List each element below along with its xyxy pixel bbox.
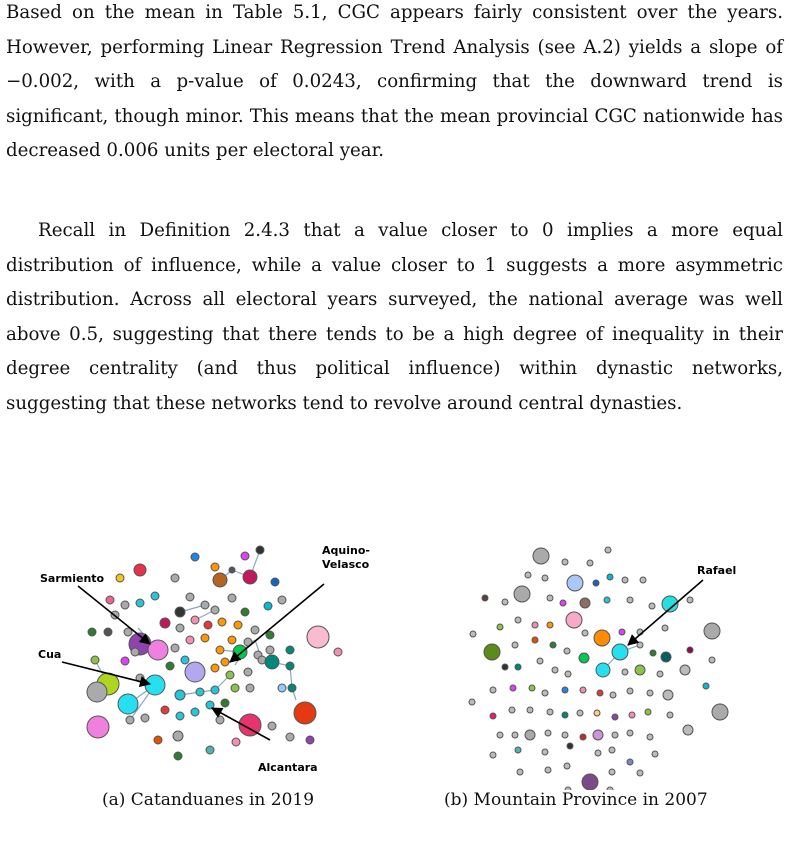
label-aquino-2: Velasco [322,558,370,571]
label-aquino-1: Aquino- [322,544,370,557]
catanduanes-labels [38,544,370,774]
network-figure [0,528,789,790]
network-catanduanes [87,546,342,760]
caption-b: (b) Mountain Province in 2007 [444,790,708,810]
paragraph-1: Based on the mean in Table 5.1, CGC appears fairly consistent over the years. However, performing Linear Regression Trend Analysis (see A.2) yields a slope of −0.002, with a p-value of 0.0243, confirming that the downward trend is significant, though minor. This means that the mean provincial CGC nationwide has decreased 0.006 units per electoral year. [6,2,783,161]
label-alcantara: Alcantara [258,761,318,774]
label-cua: Cua [38,648,62,661]
label-rafael: Rafael [697,564,737,577]
label-sarmiento: Sarmiento [40,572,105,585]
network-mountain-province [469,547,728,790]
paragraph-2: Recall in Definition 2.4.3 that a value closer to 0 implies a more equal distribution of influence, while a value closer to 1 suggests a more asymmetric distribution. Across all electoral years surveyed, the national average was well above 0.5, suggesting that there tends to be a high degree of inequality in their degree centrality (and thus political influence) within dynastic networks, suggesting that these networks tend to revolve around central dynasties. [6,220,783,414]
caption-a: (a) Catanduanes in 2019 [102,790,315,810]
